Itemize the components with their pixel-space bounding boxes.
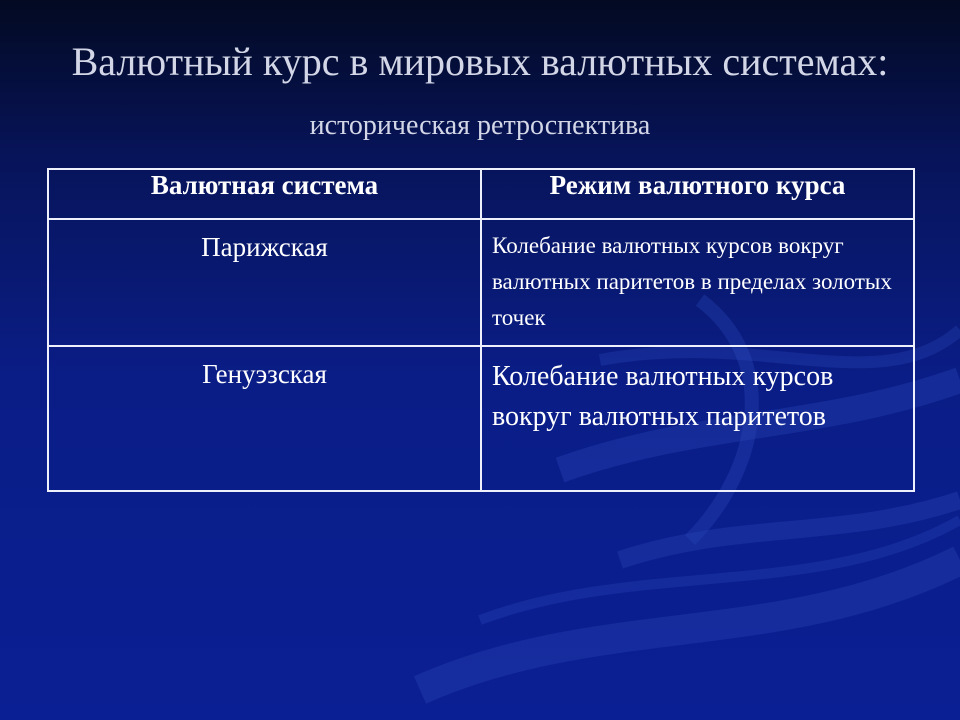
slide-title: Валютный курс в мировых валютных системах:: [71, 39, 889, 84]
header-exchange-rate-regime: Режим валютного курса: [481, 169, 914, 219]
cell-regime-description: Колебание валютных курсов вокруг валютных паритетов в пределах золотых точек: [481, 219, 914, 346]
slide-subtitle: историческая ретроспектива: [309, 110, 651, 141]
currency-systems-table: [47, 168, 915, 492]
table-row: [48, 346, 914, 491]
cell-system-name: Парижская: [48, 219, 481, 346]
header-currency-system: Валютная система: [48, 169, 481, 219]
table-header-row: [48, 169, 914, 219]
cell-system-name: Генуэзская: [48, 346, 481, 491]
table-row: [48, 219, 914, 346]
cell-regime-description: Колебание валютных курсов вокруг валютных паритетов: [481, 346, 914, 491]
